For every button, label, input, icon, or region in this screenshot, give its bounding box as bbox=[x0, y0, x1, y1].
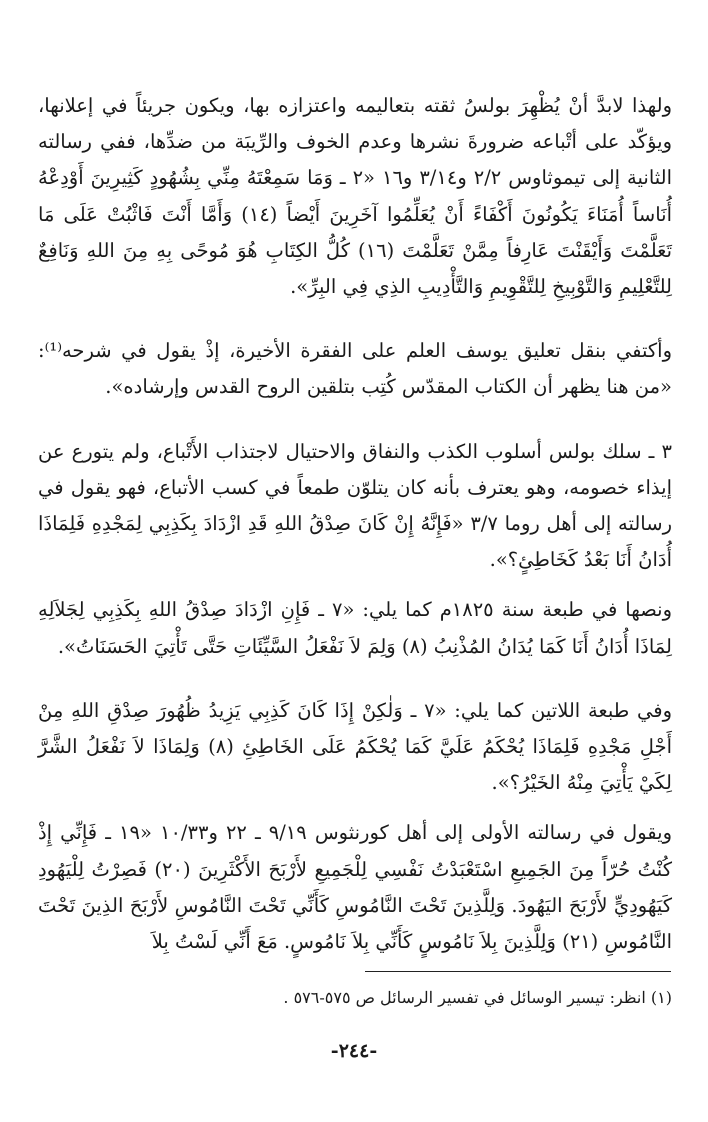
page-number: -٢٤٤- bbox=[330, 1040, 378, 1062]
page-body bbox=[38, 88, 672, 960]
paragraph-2: وأكتفي بنقل تعليق يوسف العلم على الفقرة الأخيرة، إذْ يقول في شرحه⁽¹⁾: «من هنا يظهر أن الكتاب المقدّس كُتِب بتلقين الروح القدس وإرشاده». bbox=[38, 339, 672, 399]
paragraph-5: وفي طبعة اللاتين كما يلي: «٧ ـ وَلٰكِنْ إِذَا كَانَ كَذِبِي يَزِيدُ ظُهُورَ صِدْقِ اللهِ مِنْ أَجْلِ مَجْدِهِ فَلِمَاذَا يُحْكَمُ عَلَيَّ كَمَا يُحْكَمُ عَلَى الخَاطِئِ (٨) وَلِمَاذَا لاَ نَفْعَلُ الشَّرَّ لِكَيْ يَأْتِيَ مِنْهُ الخَيْرُ؟». bbox=[38, 698, 672, 795]
paragraph-3: ٣ ـ سلك بولس أسلوب الكذب والنفاق والاحتيال لاجتذاب الأَتْباع، ولم يتورع عن إيذاء خصومه، وهو يعترف بأنه كان يتلوّن طمعاً في كسب الأتباع، فهو يقول في رسالته إلى أهل روما ٣/٧ «فَإِنَّهُ إِنْ كَانَ صِدْقُ اللهِ قَدِ ازْدَادَ بِكَذِبِي لِمَجْدِهِ فَلِمَاذَا أُدَانُ أَنَا بَعْدُ كَخَاطِئٍ؟». bbox=[38, 439, 672, 572]
paragraph-4: ونصها في طبعة سنة ١٨٢٥م كما يلي: «٧ ـ فَإِنِ ازْدَادَ صِدْقُ اللهِ بِكَذِبِي لِجَلاَلِهِ لِمَاذَا أُدَانُ أَنَا كَمَا يُدَانُ المُذْنِبُ (٨) وَلِمَ لاَ نَفْعَلُ السَّيِّئَاتِ حَتَّى تَأْتِيَ الحَسَنَاتُ». bbox=[38, 598, 672, 658]
footnote-divider bbox=[365, 971, 671, 972]
paragraph-6: ويقول في رسالته الأولى إلى أهل كورنثوس ٩/١٩ ـ ٢٢ و١٠/٣٣ «١٩ ـ فَإِنِّي إِذْ كُنْتُ حُرّاً مِنَ الجَمِيعِ اسْتَعْبَدْتُ نَفْسِي لِلْجَمِيعِ لأَرْبَحَ الأَكْثَرِينَ (٢٠) فَصِرْتُ لِلْيَهُودِ كَيَهُودِيٍّ لأَرْبَحَ اليَهُودَ. وَلِلَّذِينَ تَحْتَ النَّامُوسِ كَأَنِّي تَحْتَ النَّامُوسِ لأَرْبَحَ الذِينَ تَحْتَ النَّامُوسِ (٢١) وَلِلَّذِينَ بِلاَ نَامُوسٍ كَأَنِّي بِلاَ نَامُوسٍ. مَعَ أَنِّي لَسْتُ بِلاَ bbox=[38, 821, 672, 954]
footnote: (١) انظر: تيسير الوسائل في تفسير الرسائل ص ٥٧٥-٥٧٦ . bbox=[283, 988, 672, 1007]
paragraph-1: ولهذا لابدَّ أنْ يُظْهِرَ بولسُ ثقته بتعاليمه واعتزازه بها، ويكون جريئاً في إعلانها، ويؤكّد على أتْباعه ضرورةَ نشرها وعدم الخوف والرِّيبَة من ضدِّها، ففي رسالته الثانية إلى تيموثاوس ٢/٢ و٣/١٤ و١٦ «٢ ـ وَمَا سَمِعْتَهُ مِنِّي بِشُهُودٍ كَثِيرِينَ أَوْدِعْهُ أُنَاساً أُمَنَاءَ يَكُونُونَ أَكْفَاءً أَنْ يُعَلِّمُوا آخَرِينَ أَيْضاً (١٤) وَأَمَّا أَنْتَ فَاثْبُتْ عَلَى مَا تَعَلَّمْتَ وَأَيْقَنْتَ عَارِفاً مِمَّنْ تَعَلَّمْتَ (١٦) كُلُّ الكِتَابِ هُوَ مُوحًى بِهِ مِنَ اللهِ وَنَافِعٌ لِلتَّعْلِيمِ وَالتَّوْبِيخِ لِلتَّقْوِيمِ وَالتَّأْدِيبِ الذِي فِي البِرِّ». bbox=[38, 94, 673, 299]
